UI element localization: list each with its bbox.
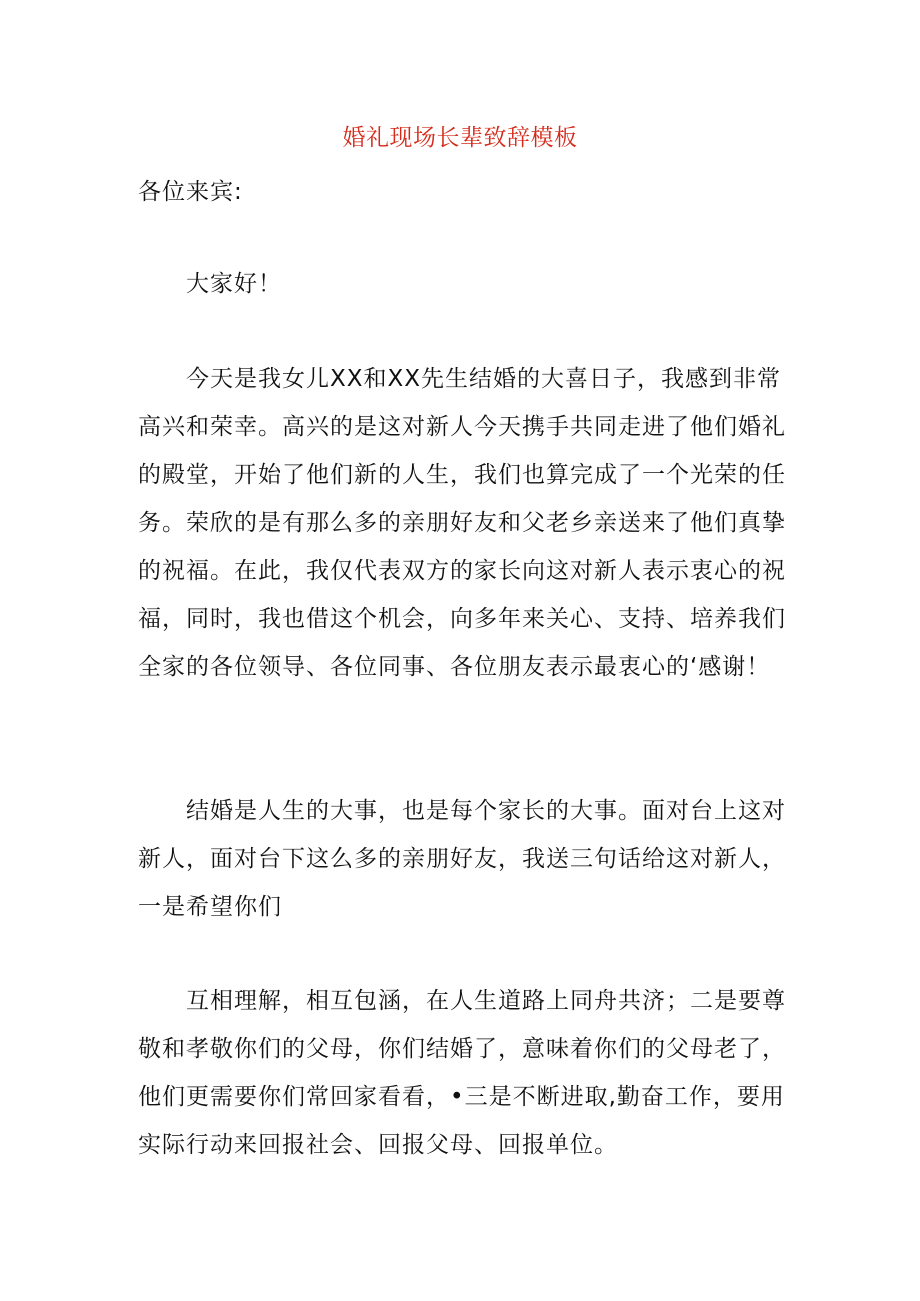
paragraph-thanks: 今天是我女儿XX和XX先生结婚的大喜日子，我感到非常高兴和荣幸。高兴的是这对新人今天携手共同走进了他们婚礼的殿堂，开始了他们新的人生，我们也算完成了一个光荣的任务。荣欣的是有那么多的亲朋好友和父老乡亲送来了他们真挚的祝福。在此，我仅代表双方的家长向这对新人表示衷心的祝福，同时，我也借这个机会，向多年来关心、支持、培养我们全家的各位领导、各位同事、各位朋友表示最衷心的‘感谢！ [138,366,786,680]
paragraph-advice-intro: 结婚是人生的大事，也是每个家长的大事。面对台上这对新人，面对台下这么多的亲朋好友，我送三句话给这对新人，一是希望你们 [138,798,786,920]
document-title: 婚礼现场长辈致辞模板 [342,125,578,151]
paragraph-advice: 互相理解，相互包涵，在人生道路上同舟共济；二是要尊敬和孝敬你们的父母，你们结婚了，意味着你们的父母老了，他们更需要你们常回家看看，•三是不断进取,勤奋工作，要用实际行动来回报社会、回报父母、回报单位。 [138,988,786,1158]
paragraph-greeting: 大家好！ [186,271,282,297]
salutation: 各位来宾: [138,179,243,205]
